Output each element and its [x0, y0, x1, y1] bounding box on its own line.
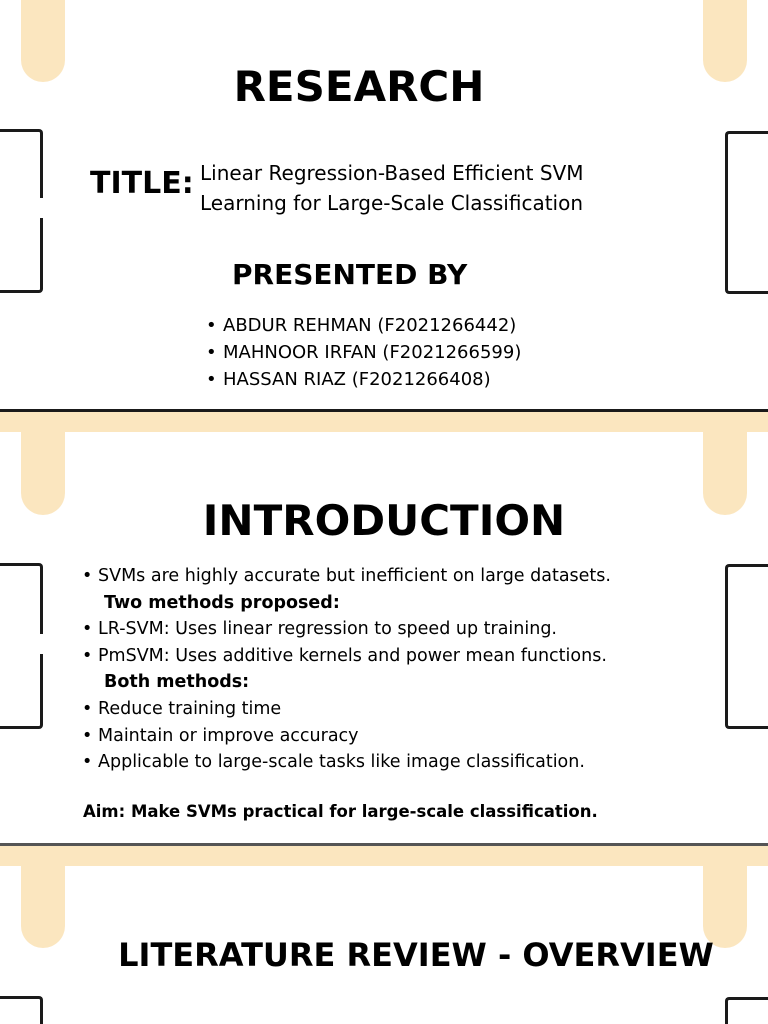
list-item: • LR-SVM: Uses linear regression to speed up training. [82, 616, 611, 643]
research-title-line-1: Linear Regression-Based Efficient SVM [200, 161, 584, 185]
slide-literature-review [0, 866, 768, 1024]
slide-research [0, 0, 768, 410]
list-subheading: Both methods: [104, 672, 250, 693]
list-item: • Applicable to large-scale tasks like image classification. [82, 749, 611, 776]
introduction-list [82, 563, 611, 776]
list-item: • PmSVM: Uses additive kernels and power mean functions. [82, 643, 611, 670]
list-item: • Reduce training time [82, 696, 611, 723]
author-item: • ABDUR REHMAN (F2021266442) [206, 312, 521, 339]
research-title [200, 158, 660, 218]
title-label: TITLE: [90, 166, 194, 201]
list-subheading: Two methods proposed: [104, 592, 340, 613]
frame-bracket-right [725, 997, 768, 1024]
frame-bracket-right [725, 564, 768, 729]
slide-separator-band [0, 412, 768, 432]
author-item: • HASSAN RIAZ (F2021266408) [206, 366, 521, 393]
list-item: • Maintain or improve accuracy [82, 723, 611, 750]
presented-by-heading: PRESENTED BY [232, 258, 468, 291]
aim-statement: Aim: Make SVMs practical for large-scale classification. [83, 802, 598, 821]
frame-bracket-left [0, 563, 43, 729]
frame-bracket-right [725, 131, 768, 294]
slide-separator-band [0, 846, 768, 866]
slide-heading-research: RESEARCH [233, 62, 485, 111]
frame-bracket-left [0, 996, 43, 1024]
research-title-line-2: Learning for Large-Scale Classification [200, 191, 584, 215]
author-item: • MAHNOOR IRFAN (F2021266599) [206, 339, 521, 366]
slide-heading-literature-review: LITERATURE REVIEW - OVERVIEW [118, 936, 714, 974]
slide-heading-introduction: INTRODUCTION [202, 496, 566, 545]
frame-bracket-left [0, 129, 43, 293]
list-item: • SVMs are highly accurate but inefficient on large datasets. [82, 563, 611, 590]
author-list [206, 312, 521, 393]
